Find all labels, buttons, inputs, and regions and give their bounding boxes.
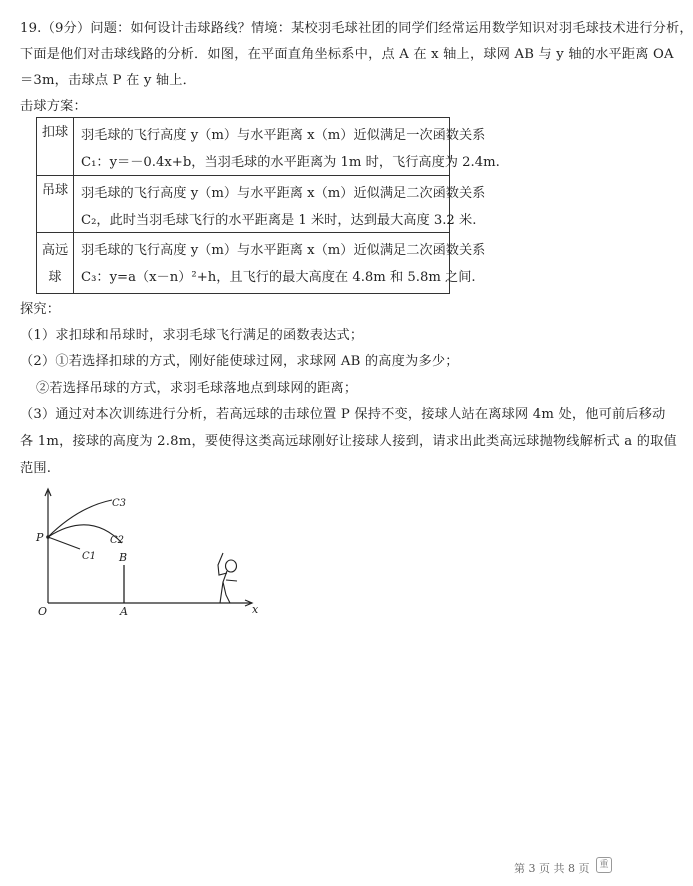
row-text-clear-2: C₃：y=a（x－n）²+h，且飞行的最大高度在 4.8m 和 5.8m 之间. bbox=[81, 270, 476, 285]
label-x: x bbox=[252, 603, 259, 616]
row-text-drop-1: 羽毛球的飞行高度 y（m）与水平距离 x（m）近似满足二次函数关系 bbox=[81, 186, 486, 201]
row-label-drop: 吊球 bbox=[41, 183, 69, 198]
row-name-drop bbox=[37, 176, 74, 233]
scheme-title: 击球方案： bbox=[20, 99, 87, 114]
receiver-figure-icon bbox=[218, 553, 237, 603]
table-row-clear bbox=[37, 232, 486, 294]
point-p bbox=[46, 535, 50, 539]
row-name-smash bbox=[37, 118, 74, 175]
label-a: A bbox=[120, 605, 128, 618]
trajectory-figure bbox=[30, 485, 270, 620]
explore-q3-line3: 范围. bbox=[20, 461, 52, 476]
row-name-clear bbox=[37, 233, 74, 294]
table-row-drop bbox=[37, 175, 486, 233]
line-c1 bbox=[48, 537, 80, 549]
label-o: O bbox=[38, 605, 48, 618]
row-text-clear-1: 羽毛球的飞行高度 y（m）与水平距离 x（m）近似满足二次函数关系 bbox=[81, 243, 486, 258]
page-footer: 第 3 页 共 8 页 bbox=[514, 862, 590, 875]
row-text-smash-1: 羽毛球的飞行高度 y（m）与水平距离 x（m）近似满足一次函数关系 bbox=[81, 128, 486, 143]
label-c2: C2 bbox=[110, 535, 125, 546]
question-line-3: ＝3m，击球点 P 在 y 轴上． bbox=[20, 73, 197, 88]
row-text-smash-2: C₁：y＝－0.4x+b，当羽毛球的水平距离为 1m 时，飞行高度为 2.4m. bbox=[81, 155, 500, 170]
explore-q1: （1）求扣球和吊球时，求羽毛球飞行满足的函数表达式； bbox=[20, 328, 364, 343]
explore-q2b: ②若选择吊球的方式，求羽毛球落地点到球网的距离； bbox=[36, 381, 358, 396]
question-line-2: 下面是他们对击球线路的分析．如图，在平面直角坐标系中，点 A 在 x 轴上，球网 AB 与 y 轴的水平距离 OA bbox=[20, 47, 674, 62]
explore-title: 探究： bbox=[20, 302, 61, 317]
row-label-smash: 扣球 bbox=[41, 125, 69, 140]
watermark-logo: 重 bbox=[596, 857, 612, 873]
label-c1: C1 bbox=[82, 551, 97, 562]
explore-q2a: （2）①若选择扣球的方式，刚好能使球过网，求球网 AB 的高度为多少； bbox=[20, 354, 459, 369]
scheme-table bbox=[36, 117, 500, 294]
row-text-drop-2: C₂，此时当羽毛球飞行的水平距离是 1 米时，达到最大高度 3.2 米. bbox=[81, 213, 477, 228]
explore-q3-line1: （3）通过对本次训练进行分析，若高远球的击球位置 P 保持不变，接球人站在离球网 4m 处，他可前后移动 bbox=[20, 407, 666, 422]
row-label-clear-1: 高远 bbox=[41, 243, 69, 258]
table-row-smash bbox=[37, 118, 500, 175]
label-b: B bbox=[119, 551, 128, 564]
question-line-1: 19.（9分）问题：如何设计击球路线？情境：某校羽毛球社团的同学们经常运用数学知识对羽毛球技术进行分析， bbox=[20, 21, 693, 36]
label-p: P bbox=[36, 531, 44, 544]
row-label-clear-2: 球 bbox=[48, 270, 62, 285]
explore-q3-line2: 各 1m，接球的高度为 2.8m，要使得这类高远球刚好让接球人接到，请求出此类高远球抛物线解析式 a 的取值 bbox=[20, 434, 677, 449]
label-c3: C3 bbox=[112, 498, 127, 509]
